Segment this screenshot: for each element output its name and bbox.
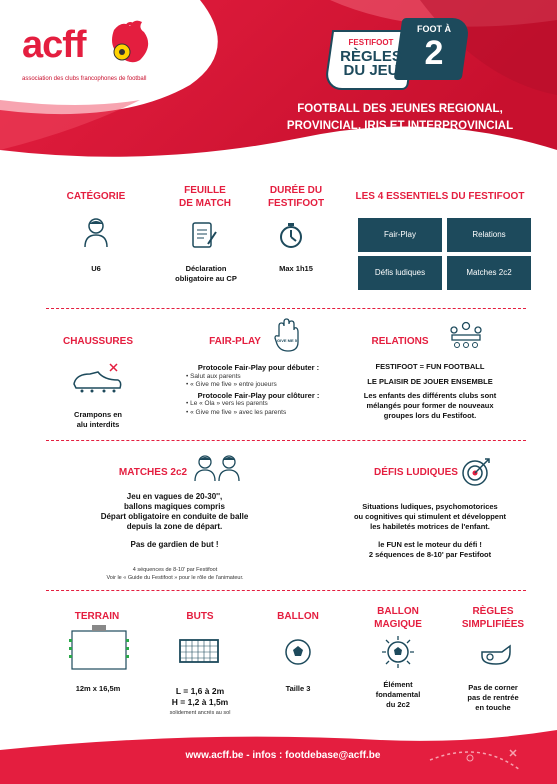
feuille-title: FEUILLE DE MATCH xyxy=(178,185,232,209)
fairplay-title: FAIR-PLAY xyxy=(209,336,261,347)
regles-title: RÈGLES SIMPLIFIÉES xyxy=(461,606,525,630)
hand-give-me-five-icon xyxy=(274,318,300,352)
pitch-icon xyxy=(68,625,130,673)
defis-title: DÉFIS LUDIQUES xyxy=(374,467,458,478)
regles-text: Pas de corner pas de rentrée en touche xyxy=(467,683,519,712)
goal-icon xyxy=(178,638,220,664)
svg-text:GIVE ME 5: GIVE ME 5 xyxy=(276,338,298,343)
essentiel-matches: Matches 2c2 xyxy=(447,256,531,290)
divider xyxy=(46,590,526,591)
rules-badge xyxy=(328,18,468,90)
relations-text: FESTIFOOT = FUN FOOTBALL LE PLAISIR DE JOUER ENSEMBLE xyxy=(367,362,493,386)
badge-foot-a: FOOT À xyxy=(417,24,451,34)
ballon-magique-text: Élément fondamental du 2c2 xyxy=(375,680,421,709)
matches-notes: 4 séquences de 8-10' par Festifoot Voir le « Guide du Festifoot » pour le rôle de l'animateur. xyxy=(106,567,244,581)
fairplay-end-title: Protocole Fair-Play pour clôturer : xyxy=(197,390,320,400)
magic-ball-icon xyxy=(380,634,416,670)
group-table-icon xyxy=(446,320,486,348)
essentiels-title: LES 4 ESSENTIELS DU FESTIFOOT xyxy=(355,191,525,202)
footer-contact[interactable]: www.acff.be - infos : footdebase@acff.be xyxy=(185,750,381,761)
page-subtitle: FOOTBALL DES JEUNES REGIONAL, PROVINCIAL, IRIS ET INTERPROVINCIAL xyxy=(286,103,514,132)
relations-description: Les enfants des différents clubs sont mélangés pour former de nouveaux groupes lors du Festifoot. xyxy=(363,391,497,420)
child-icon xyxy=(82,216,110,248)
chaussures-text: Crampons en alu interdits xyxy=(74,410,122,429)
list-item: • « Give me five » avec les parents xyxy=(186,408,287,416)
categorie-value: U6 xyxy=(91,264,101,273)
list-item: • Le « Ola » vers les parents xyxy=(186,400,268,407)
essentiel-relations: Relations xyxy=(447,218,531,252)
logo-wordmark: acff xyxy=(22,24,86,66)
whistle-icon xyxy=(478,642,512,666)
ballon-title: BALLON xyxy=(277,611,319,622)
essentiel-defis: Défis ludiques xyxy=(358,256,442,290)
ballon-value: Taille 3 xyxy=(285,684,311,693)
badge-festifoot: FESTIFOOT xyxy=(348,38,394,47)
categorie-title: CATÉGORIE xyxy=(66,191,126,202)
terrain-title: TERRAIN xyxy=(74,611,120,622)
logo-subtitle: association des clubs francophones de football xyxy=(22,76,147,82)
fairplay-protocols xyxy=(186,364,331,417)
duree-title: DURÉE DU FESTIFOOT xyxy=(267,185,325,209)
badge-number: 2 xyxy=(424,34,444,72)
terrain-value: 12m x 16,5m xyxy=(75,684,121,693)
essentiel-fair-play: Fair-Play xyxy=(358,218,442,252)
acff-logo xyxy=(8,10,168,80)
buts-note: solidement ancrés au sol xyxy=(169,710,231,716)
buts-title: BUTS xyxy=(186,611,214,622)
rooster-icon xyxy=(100,16,154,70)
chaussures-title: CHAUSSURES xyxy=(62,336,133,347)
target-icon xyxy=(460,456,492,488)
matches-title: MATCHES 2c2 xyxy=(118,467,188,478)
feuille-text: Déclaration obligatoire au CP xyxy=(175,264,237,283)
relations-title: RELATIONS xyxy=(371,336,429,347)
two-children-icon xyxy=(192,452,242,482)
divider xyxy=(46,308,526,309)
badge-title: RÈGLES DU JEU xyxy=(340,48,402,79)
ballon-magique-title: BALLON MAGIQUE xyxy=(374,606,422,630)
buts-text: L = 1,6 à 2m H = 1,2 à 1,5m xyxy=(171,686,229,707)
football-icon xyxy=(284,638,312,666)
clipboard-icon xyxy=(190,220,218,250)
duree-value: Max 1h15 xyxy=(279,264,313,273)
fairplay-start-title: Protocole Fair-Play pour débuter : xyxy=(197,363,320,372)
divider xyxy=(46,440,526,441)
stopwatch-icon xyxy=(276,220,306,250)
defis-text: Situations ludiques, psychomotorices ou cognitives qui stimulent et développent les habiletés motrices de l'enfant. le FUN est le moteur du défi ! 2 séquences de 8-10' par Festifoot xyxy=(353,502,507,559)
list-item: • Salut aux parents xyxy=(186,372,241,380)
matches-text: Jeu en vagues de 20-30'', ballons magiques compris Départ obligatoire en conduite de balle depuis la zone de départ. Pas de gardien de but ! xyxy=(100,492,249,549)
football-boot-icon xyxy=(70,360,126,396)
list-item: • « Give me five » entre joueurs xyxy=(186,381,277,388)
